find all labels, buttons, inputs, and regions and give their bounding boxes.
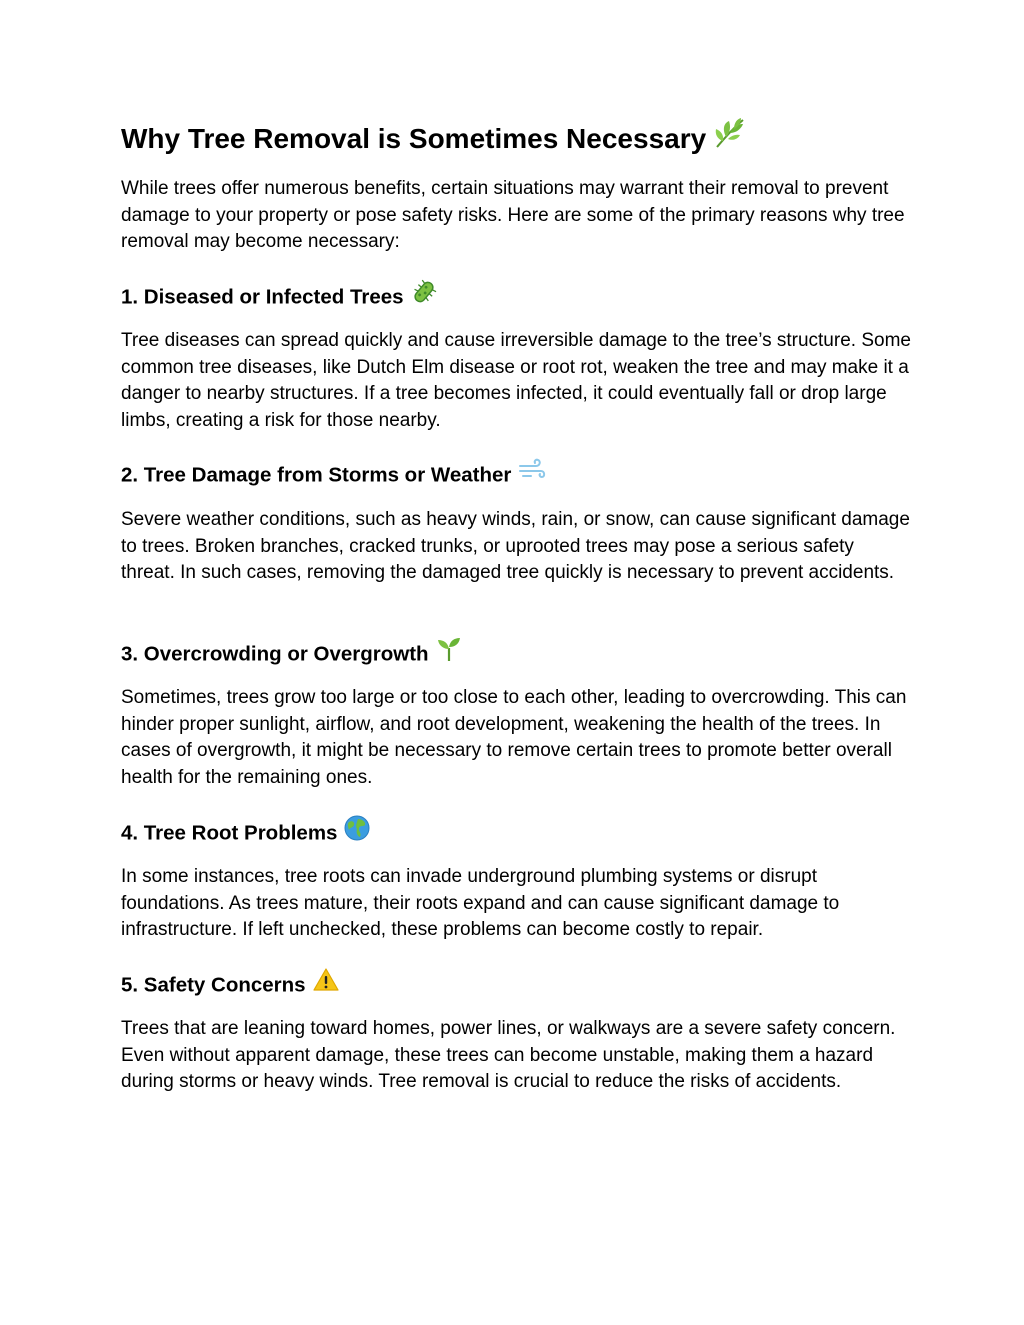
seedling-icon (435, 635, 463, 671)
section-body-storms: Severe weather conditions, such as heavy winds, rain, or snow, can cause significant damage to trees. Broken branches, cracked trunks, or uprooted trees may pose a serious safety threat. In such cases, removing the damaged tree quickly is necessary to prevent accidents. (121, 509, 910, 584)
section-body-safety: Trees that are leaning toward homes, power lines, or walkways are a severe safety concern. Even without apparent damage, these trees can become unstable, making them a hazard during storms or heavy winds. Tree removal is crucial to reduce the risks of accidents. (121, 1018, 896, 1093)
microbe-icon (410, 278, 438, 314)
section-body-overcrowding: Sometimes, trees grow too large or too close to each other, leading to overcrowding. This can hinder proper sunlight, airflow, and root development, weakening the health of the trees. In cases of overgrowth, it might be necessary to remove certain trees to promote better overall health for the remaining ones. (121, 687, 907, 789)
intro-paragraph: While trees offer numerous benefits, certain situations may warrant their removal to prevent damage to your property or pose safety risks. Here are some of the primary reasons why tree removal may become necessary: (121, 178, 905, 253)
section-body-diseased: Tree diseases can spread quickly and cause irreversible damage to the tree’s structure. Some common tree diseases, like Dutch Elm disease or root rot, weaken the tree and may make it a danger to nearby structures. If a tree becomes infected, it could eventually fall or drop large limbs, creating a risk for those nearby. (121, 330, 911, 432)
section-heading-overcrowding (121, 637, 463, 673)
warning-icon (312, 966, 340, 1002)
section-heading-safety (121, 968, 340, 1004)
leaf-icon (712, 115, 748, 162)
title-text: Why Tree Removal is Sometimes Necessary (121, 122, 707, 154)
section-heading-text: 5. Safety Concerns (121, 973, 306, 997)
section-heading-diseased (121, 280, 438, 316)
section-body-roots: In some instances, tree roots can invade underground plumbing systems or disrupt foundations. As trees mature, their roots expand and can cause significant damage to infrastructure. If left unchecked, these problems can become costly to repair. (121, 866, 840, 941)
globe-icon (343, 814, 371, 850)
section-heading-text: 3. Overcrowding or Overgrowth (121, 642, 429, 666)
wind-icon (517, 457, 547, 491)
section-heading-text: 1. Diseased or Infected Trees (121, 285, 404, 309)
page-title (121, 117, 748, 164)
section-heading-text: 2. Tree Damage from Storms or Weather (121, 463, 512, 487)
section-heading-text: 4. Tree Root Problems (121, 821, 338, 845)
section-heading-storms (121, 459, 547, 493)
section-heading-roots (121, 816, 371, 852)
